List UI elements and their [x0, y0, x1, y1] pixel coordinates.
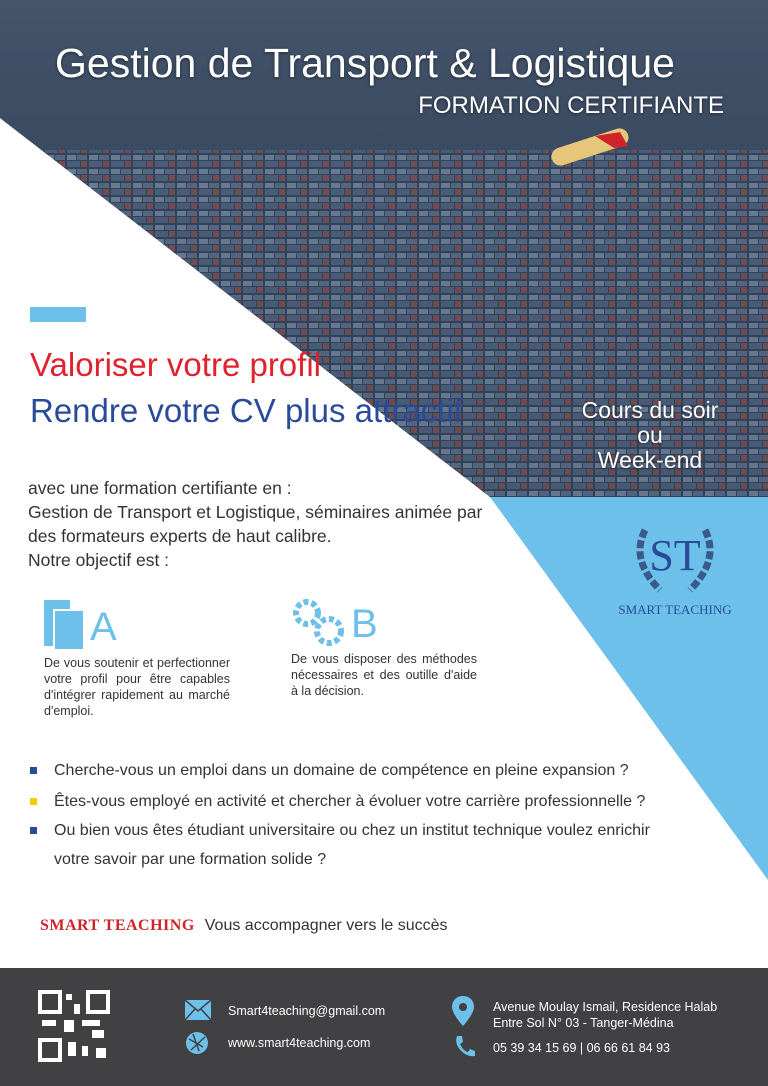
bullet-icon	[30, 827, 37, 834]
laurel-monogram-icon	[625, 515, 725, 595]
footer	[0, 968, 768, 1086]
phone-icon	[453, 1034, 475, 1058]
footer-phones[interactable]: 05 39 34 15 69 | 06 66 61 84 93	[493, 1041, 671, 1055]
objective-text: De vous soutenir et perfectionner votre profil pour être capables d'intégrer rapidement au marché d'emploi.	[44, 656, 230, 718]
question-text: Ou bien vous êtes étudiant universitaire ou chez un institut technique voulez enrichir	[54, 822, 650, 839]
footer-website[interactable]: www.smart4teaching.com	[228, 1036, 371, 1050]
intro-line: Notre objectif est :	[28, 550, 170, 570]
page-title: Gestion de Transport & Logistique	[55, 40, 675, 86]
email-icon	[185, 1000, 211, 1020]
schedule-info	[565, 398, 735, 473]
schedule-or: ou	[637, 422, 663, 448]
objective-text: De vous disposer des méthodes nécessaires et des outille d'aide à la décision.	[291, 652, 477, 698]
diploma-scroll-icon	[545, 118, 640, 168]
objective-letter: B	[351, 602, 378, 646]
globe-icon	[185, 1031, 209, 1055]
address-line: Entre Sol N° 03 - Tanger-Médina	[493, 1016, 674, 1030]
qr-code-icon	[38, 990, 110, 1062]
intro-line: avec une formation certifiante en :	[28, 478, 292, 498]
schedule-weekend: Week-end	[597, 447, 703, 473]
schedule-evening: Cours du soir	[581, 397, 719, 423]
headline-value: Valoriser votre profil	[30, 346, 321, 383]
address-line: Avenue Moulay Ismail, Residence Halab	[493, 1000, 718, 1014]
objective-a	[44, 598, 230, 719]
page-subtitle: FORMATION CERTIFIANTE	[418, 92, 724, 119]
question-text: Êtes-vous employé en activité et chercher à évoluer votre carrière professionnelle ?	[54, 793, 646, 810]
objective-letter: A	[90, 605, 117, 649]
question-item	[30, 787, 645, 816]
location-pin-icon	[452, 996, 474, 1026]
brand-logo: SMART TEACHING	[40, 917, 195, 934]
footer-email[interactable]: Smart4teaching@gmail.com	[228, 1004, 386, 1018]
bullet-icon	[30, 798, 37, 805]
intro-text	[28, 476, 548, 572]
headline-cv: Rendre votre CV plus attractif	[30, 392, 463, 429]
objective-b	[291, 595, 477, 699]
question-item	[30, 816, 650, 874]
question-text: votre savoir par une formation solide ?	[54, 851, 327, 868]
accent-bar	[30, 307, 86, 322]
question-item	[30, 756, 629, 785]
intro-line: des formateurs experts de haut calibre.	[28, 526, 332, 546]
brand-row	[40, 917, 448, 935]
intro-line: Gestion de Transport et Logistique, séminaires animée par	[28, 502, 483, 522]
logo-monogram: ST	[649, 531, 701, 580]
documents-icon	[44, 598, 90, 650]
logo-name: SMART TEACHING	[618, 602, 732, 617]
gears-icon	[291, 595, 351, 647]
footer-address	[493, 999, 717, 1031]
bullet-icon	[30, 767, 37, 774]
smart-teaching-logo	[610, 515, 740, 618]
brand-tagline: Vous accompagner vers le succès	[204, 917, 448, 934]
question-text: Cherche-vous un emploi dans un domaine de compétence en pleine expansion ?	[54, 762, 629, 779]
